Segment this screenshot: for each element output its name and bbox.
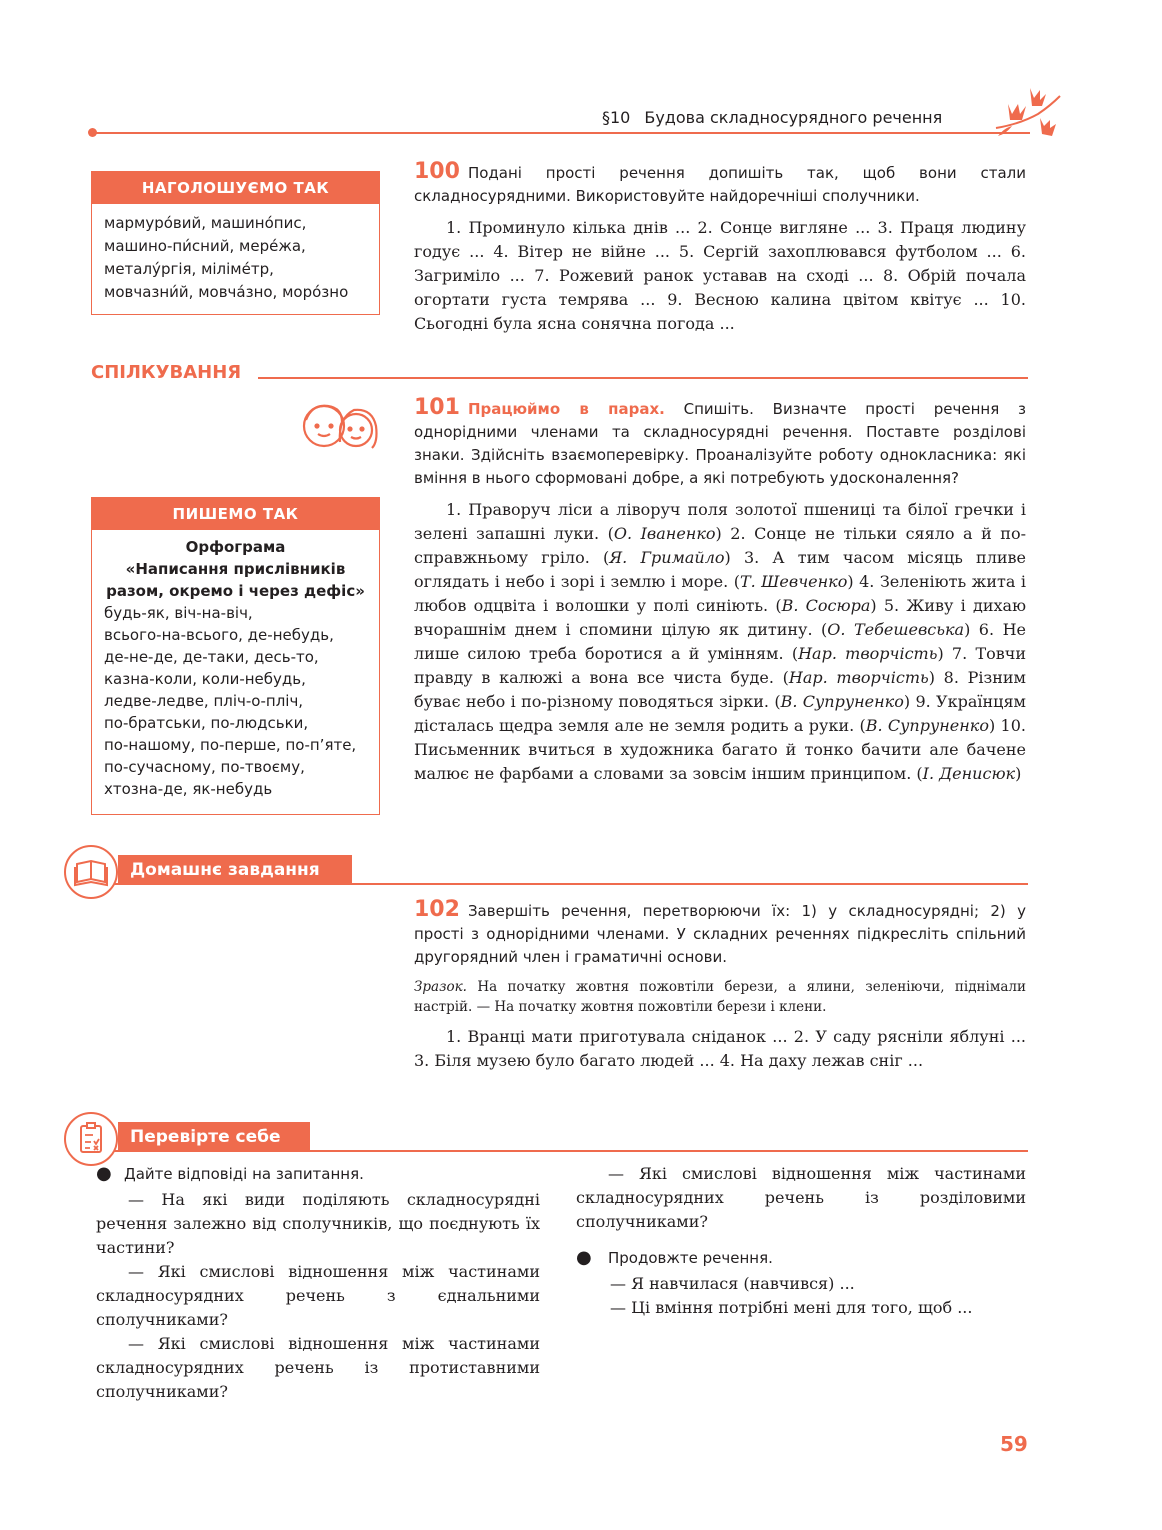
- exercise-number: 102: [414, 897, 460, 922]
- sentence: ) 8. Різним буває небо і по-різному поводяться зірки. (: [414, 668, 1026, 711]
- continuation: — Я навчилася (навчився) ...: [610, 1274, 855, 1293]
- check-right-column: [576, 1162, 1026, 1320]
- author: В. Супруненко: [865, 716, 989, 735]
- example-line: по-братськи, по-людськи,: [104, 714, 309, 732]
- stress-box-text: мармуро́вий, машино́пис, машино-пи́сний, мере́жа, металу́ргія, міліме́тр, мовчазни́й, мовча́зно, моро́зно: [104, 214, 349, 301]
- spelling-examples: [104, 602, 367, 800]
- bullet-item: [576, 1246, 1026, 1270]
- bullet-dot-icon: ●: [576, 1247, 592, 1268]
- paragraph-number: §10: [602, 108, 631, 127]
- sentence-end: ): [1015, 764, 1022, 783]
- exercise-number: 101: [414, 395, 460, 420]
- checklist-icon-badge: [64, 1112, 118, 1166]
- question: — Які смислові відношення між частинами складносурядних речень із розділовими сполучниками?: [576, 1164, 1026, 1231]
- stress-box: [91, 171, 380, 315]
- book-icon-badge: [64, 845, 118, 899]
- exercise-101: [414, 396, 1026, 786]
- sample-text: На початку жовтня пожовтіли берези, а ялини, зеленіючи, піднімали настрій. — На початку жовтня пожовтіли берези і клени.: [414, 979, 1026, 1015]
- task-lead: Працюймо в парах.: [467, 400, 665, 418]
- author: О. Тебешевська: [827, 620, 965, 639]
- sentence: 1. Праворуч ліси а ліворуч поля золотої пшениці та білої гречки і зелені запашні луки. (: [414, 500, 1026, 543]
- bullet-dot-icon: ●: [96, 1163, 112, 1184]
- header-rule: [92, 132, 1030, 134]
- flower-ornament-icon: [990, 84, 1066, 146]
- author: Нар. творчість: [798, 644, 938, 663]
- example-line: хтозна-де, як-небудь: [104, 780, 273, 798]
- check-banner: Перевірте себе: [118, 1122, 310, 1152]
- check-left-column: [96, 1162, 540, 1404]
- page-number: 59: [1000, 1432, 1028, 1456]
- author: В. Супруненко: [780, 692, 904, 711]
- sentence: ) 3. А тим часом місяць пливе оглядать і небо і зорі і землю і море. (: [414, 548, 1027, 591]
- exercise-102-text: 1. Вранці мати приготувала сніданок ... 2. У саду рясніли яблуні ... 3. Біля музею було багато людей ... 4. На даху лежав сніг ...: [414, 1027, 1026, 1070]
- bullet-item: [96, 1162, 540, 1186]
- sentence: ) 5. Живу і дихаю вчорашнім днем і спомини цілую як дитину. (: [414, 596, 1026, 639]
- exercise-101-text: [414, 498, 1026, 786]
- exercise-102-task: [414, 898, 1026, 969]
- exercise-101-task: [414, 396, 1026, 490]
- stress-box-title: НАГОЛОШУЄМО ТАК: [92, 172, 379, 204]
- exercise-100: [414, 160, 1026, 336]
- question: — Які смислові відношення між частинами складносурядних речень із протиставними сполучниками?: [96, 1334, 540, 1401]
- spelling-box: [91, 497, 380, 815]
- exercise-102: [414, 898, 1026, 1073]
- example-line: будь-як, віч-на-віч,: [104, 604, 253, 622]
- exercise-100-text: 1. Проминуло кілька днів ... 2. Сонце вигляне ... 3. Праця людину годує ... 4. Вітер не війне ... 5. Сергій захоплювався футболом ... 6. Загриміло ... 7. Рожевий ранок уставав на сході ... 8. Обрій почала огортати густа темрява ... 9. Весною калина цвітом квітує ... 10. Сьогодні була ясна сонячна погода ...: [414, 218, 1026, 333]
- task-text: Подані прості речення допишіть так, щоб вони стали складносурядними. Використовуйте найдоречніші сполучники.: [414, 164, 1026, 205]
- sentence: ) 4. Зеленіють жита і любов одцвіта і волошки у полі синіють. (: [414, 572, 1026, 615]
- example-line: по-нашому, по-перше, по-п’яте,: [104, 736, 357, 754]
- question: — На які види поділяють складносурядні речення залежно від сполучників, що поєднують їх частини?: [96, 1190, 540, 1257]
- question: — Які смислові відношення між частинами складносурядних речень з єднальними сполучниками?: [96, 1262, 540, 1329]
- spelling-box-title: ПИШЕМО ТАК: [92, 498, 379, 530]
- pair-work-icon: [298, 398, 382, 454]
- sentence: ) 2. Сонце не тільки сяяло а й по-справжньому гріло. (: [414, 524, 1026, 567]
- exercise-100-task: [414, 160, 1026, 208]
- author: В. Сосюра: [781, 596, 871, 615]
- bullet-text: Дайте відповіді на запитання.: [124, 1165, 364, 1183]
- spelling-rule-title: «Написання прислівників разом, окремо і через дефіс»: [106, 560, 365, 600]
- section-communication-title: СПІЛКУВАННЯ: [91, 362, 242, 383]
- example-line: казна-коли, коли-небудь,: [104, 670, 306, 688]
- header-dot: [88, 128, 97, 137]
- exercise-102-sample: [414, 977, 1026, 1017]
- author: Я. Гримайло: [609, 548, 725, 567]
- author: І. Денисюк: [922, 764, 1016, 783]
- example-line: всього-на-всього, де-небудь,: [104, 626, 334, 644]
- task-text: Завершіть речення, перетворюючи їх: 1) у складносурядні; 2) у прості з однорідними членами. У складних реченнях підкресліть спільний другорядний член і граматичні основи.: [414, 902, 1026, 966]
- running-header: [602, 108, 942, 127]
- sentence: ) 6. Не лише силою треба боротися а й умінням. (: [414, 620, 1026, 663]
- sentence: ) 7. Товчи правду в калюжі а вона все чиста буде. (: [414, 644, 1026, 687]
- section-communication-rule: [258, 377, 1028, 379]
- exercise-number: 100: [414, 159, 460, 184]
- header-title: Будова складносурядного речення: [644, 108, 943, 127]
- checklist-icon: [66, 1114, 116, 1164]
- author: Нар. творчість: [788, 668, 929, 687]
- author: О. Іваненко: [613, 524, 716, 543]
- spelling-rule-label: Орфограма: [185, 538, 286, 556]
- author: Т. Шевченко: [739, 572, 848, 591]
- bullet-text: Продовжте речення.: [608, 1249, 773, 1267]
- book-icon: [66, 847, 116, 897]
- sample-label: Зразок.: [414, 979, 467, 995]
- example-line: ледве-ледве, пліч-о-пліч,: [104, 692, 304, 710]
- continuation: — Ці вміння потрібні мені для того, щоб ...: [610, 1298, 973, 1317]
- task-text: Спишіть. Визначте прості речення з однорідними членами та складносурядні речення. Поставте розділові знаки. Здійсніть взаємоперевірку. Проаналізуйте роботу однокласника: які вміння в нього сформовані добре, а які потребують удосконалення?: [414, 400, 1026, 487]
- homework-banner: Домашнє завдання: [118, 855, 352, 885]
- example-line: де-не-де, де-таки, десь-то,: [104, 648, 319, 666]
- sentence: ) 9. Українцям дісталась щедра земля але не земля родить а руки. (: [414, 692, 1027, 735]
- spelling-box-body: [92, 530, 379, 808]
- sentence: ) 10. Письменник вчиться в художника багато й тонко бачити але бачене малює не фарбами а словами за зовсім іншим принципом. (: [414, 716, 1027, 783]
- example-line: по-сучасному, по-твоєму,: [104, 758, 305, 776]
